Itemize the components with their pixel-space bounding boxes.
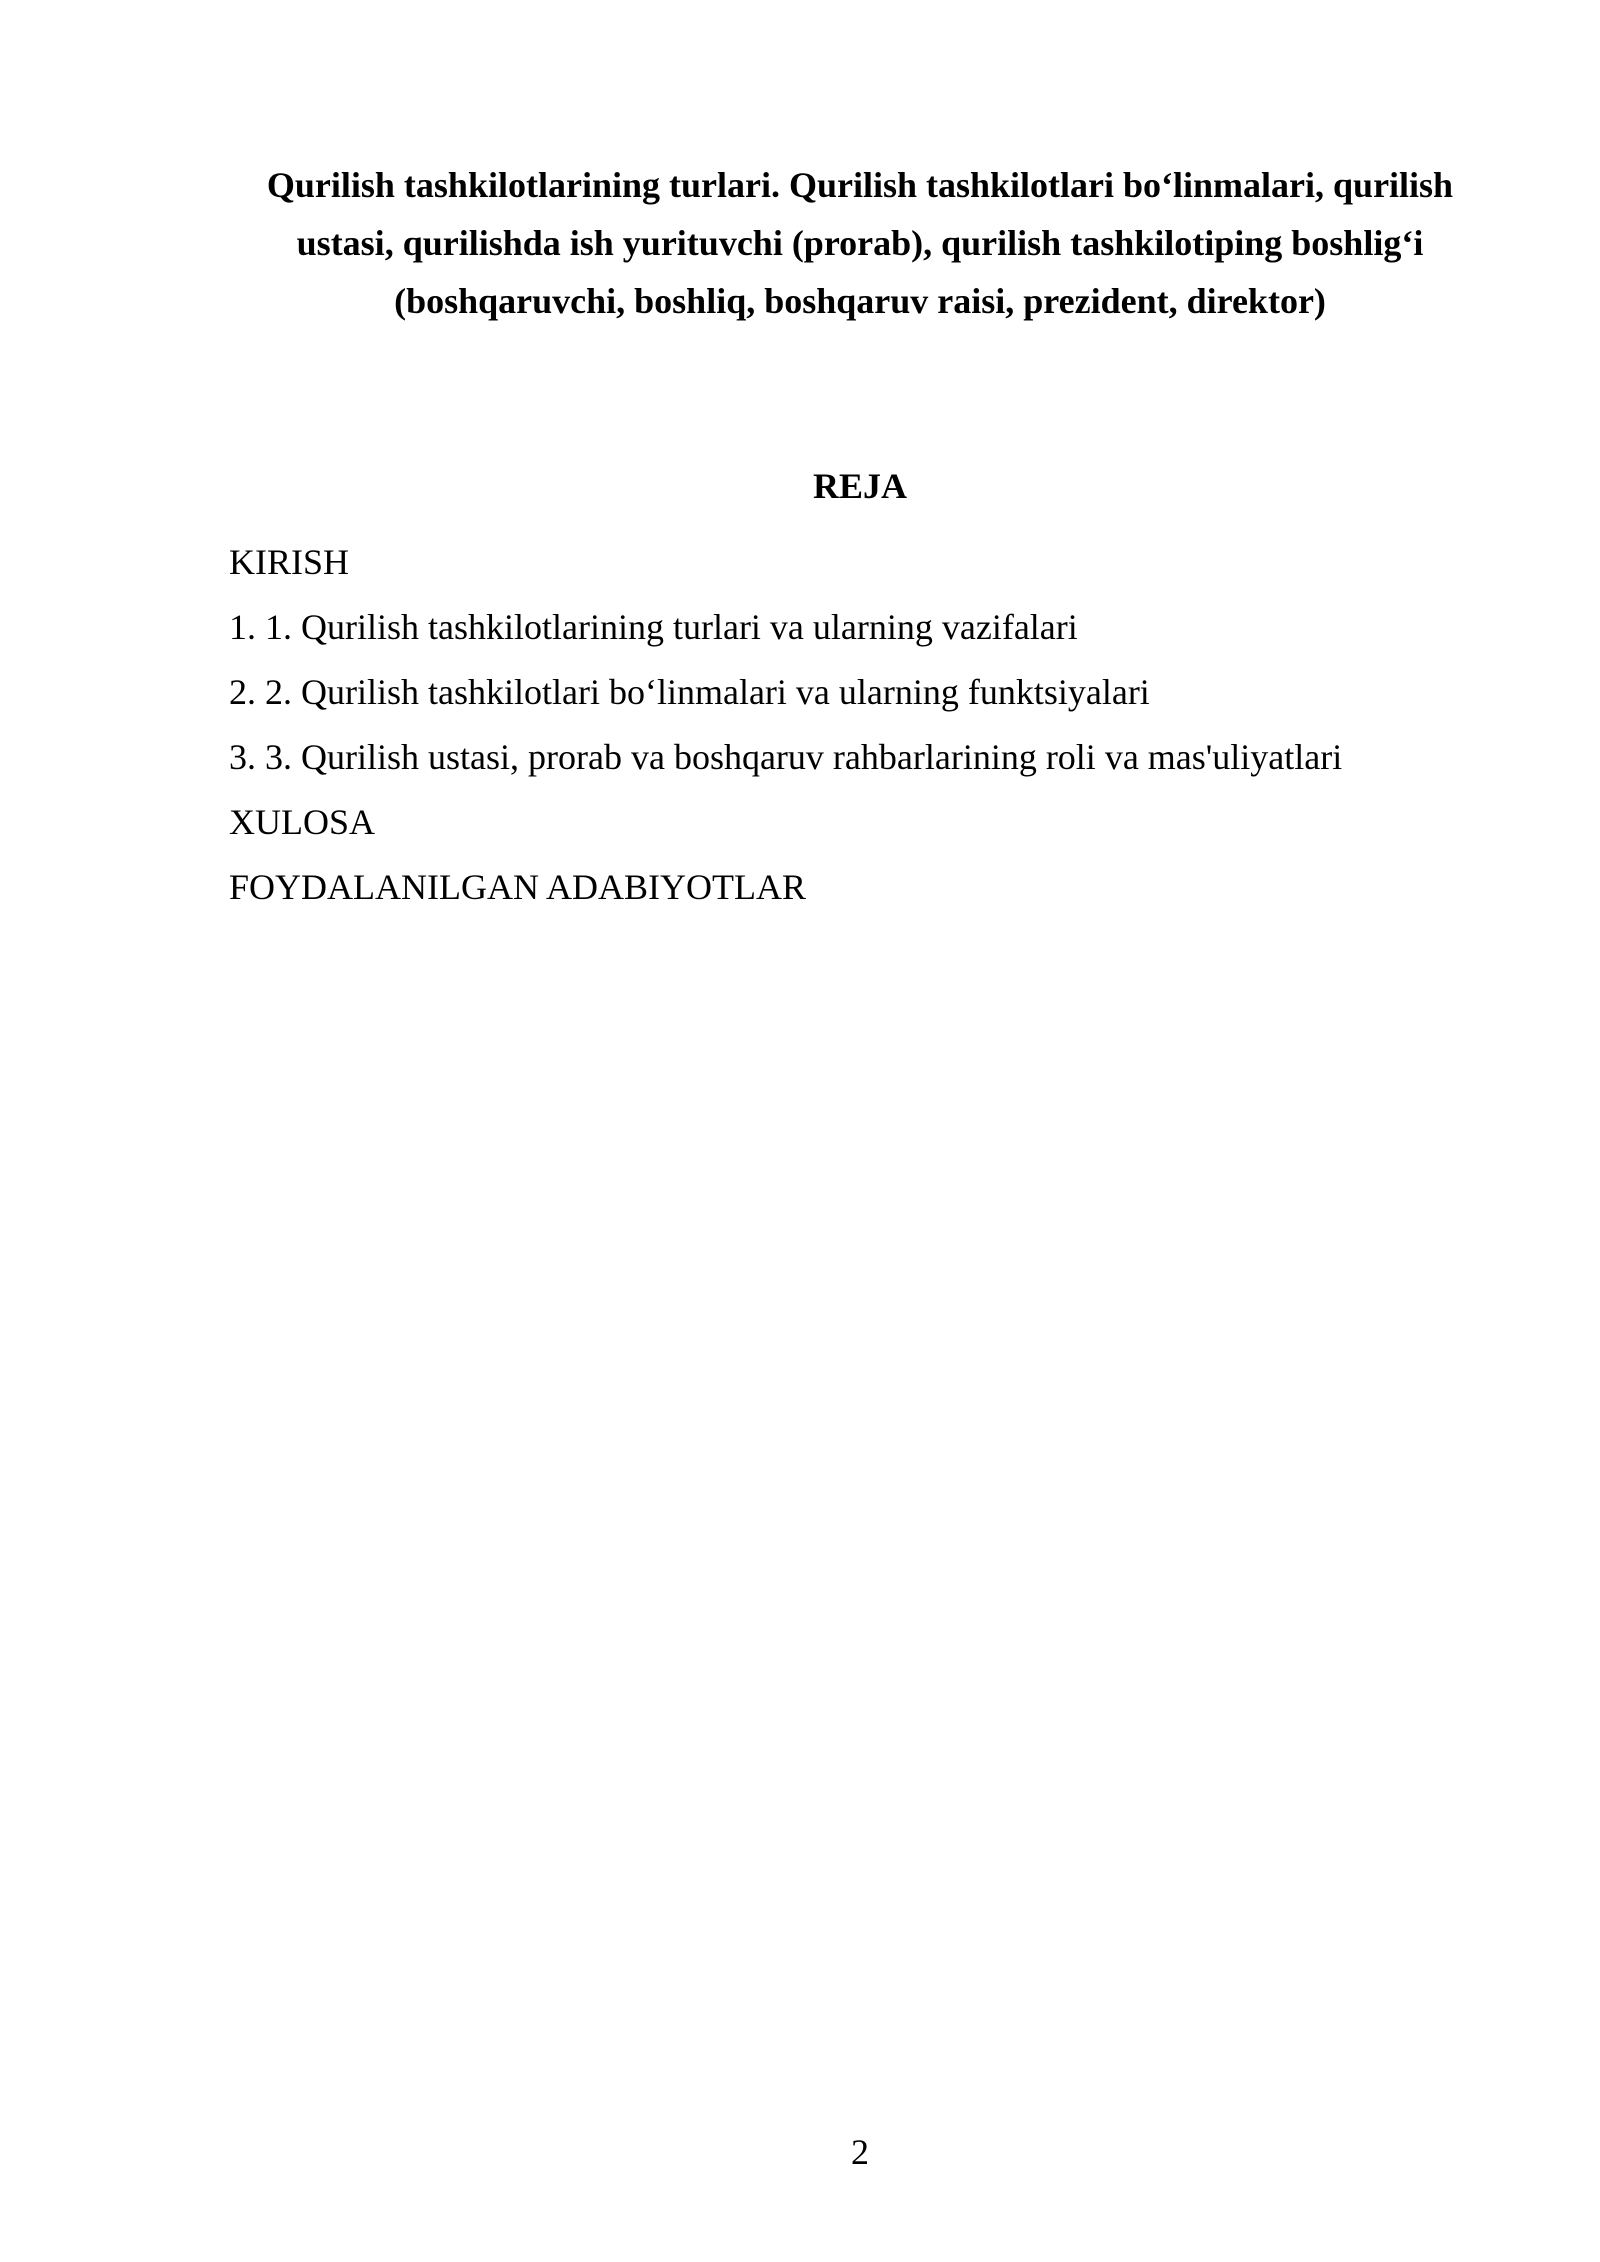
plan-item-section-3: 3. 3. Qurilish ustasi, prorab va boshqaruv rahbarlarining roli va mas'uliyatlari [229, 737, 1343, 777]
plan-item-section-2: 2. 2. Qurilish tashkilotlari bo‘linmalari va ularning funktsiyalari [229, 672, 1150, 712]
plan-item-references: FOYDALANILGAN ADABIYOTLAR [229, 867, 806, 907]
plan-item-conclusion: XULOSA [229, 802, 376, 842]
plan-list [229, 530, 1342, 920]
plan-item-section-1: 1. 1. Qurilish tashkilotlarining turlari va ularning vazifalari [229, 607, 1078, 647]
plan-heading: REJA [812, 466, 907, 506]
plan-item-introduction: KIRISH [229, 542, 350, 582]
document-title: Qurilish tashkilotlarining turlari. Qurilish tashkilotlari bo‘linmalari, qurilish ustasi, qurilishda ish yurituvchi (prorab), qurilish tashkilotiping boshlig‘i (boshqaruvchi, boshliq, boshqaruv raisi, prezident, direktor) [266, 165, 1454, 321]
page-number: 2 [851, 2132, 869, 2172]
